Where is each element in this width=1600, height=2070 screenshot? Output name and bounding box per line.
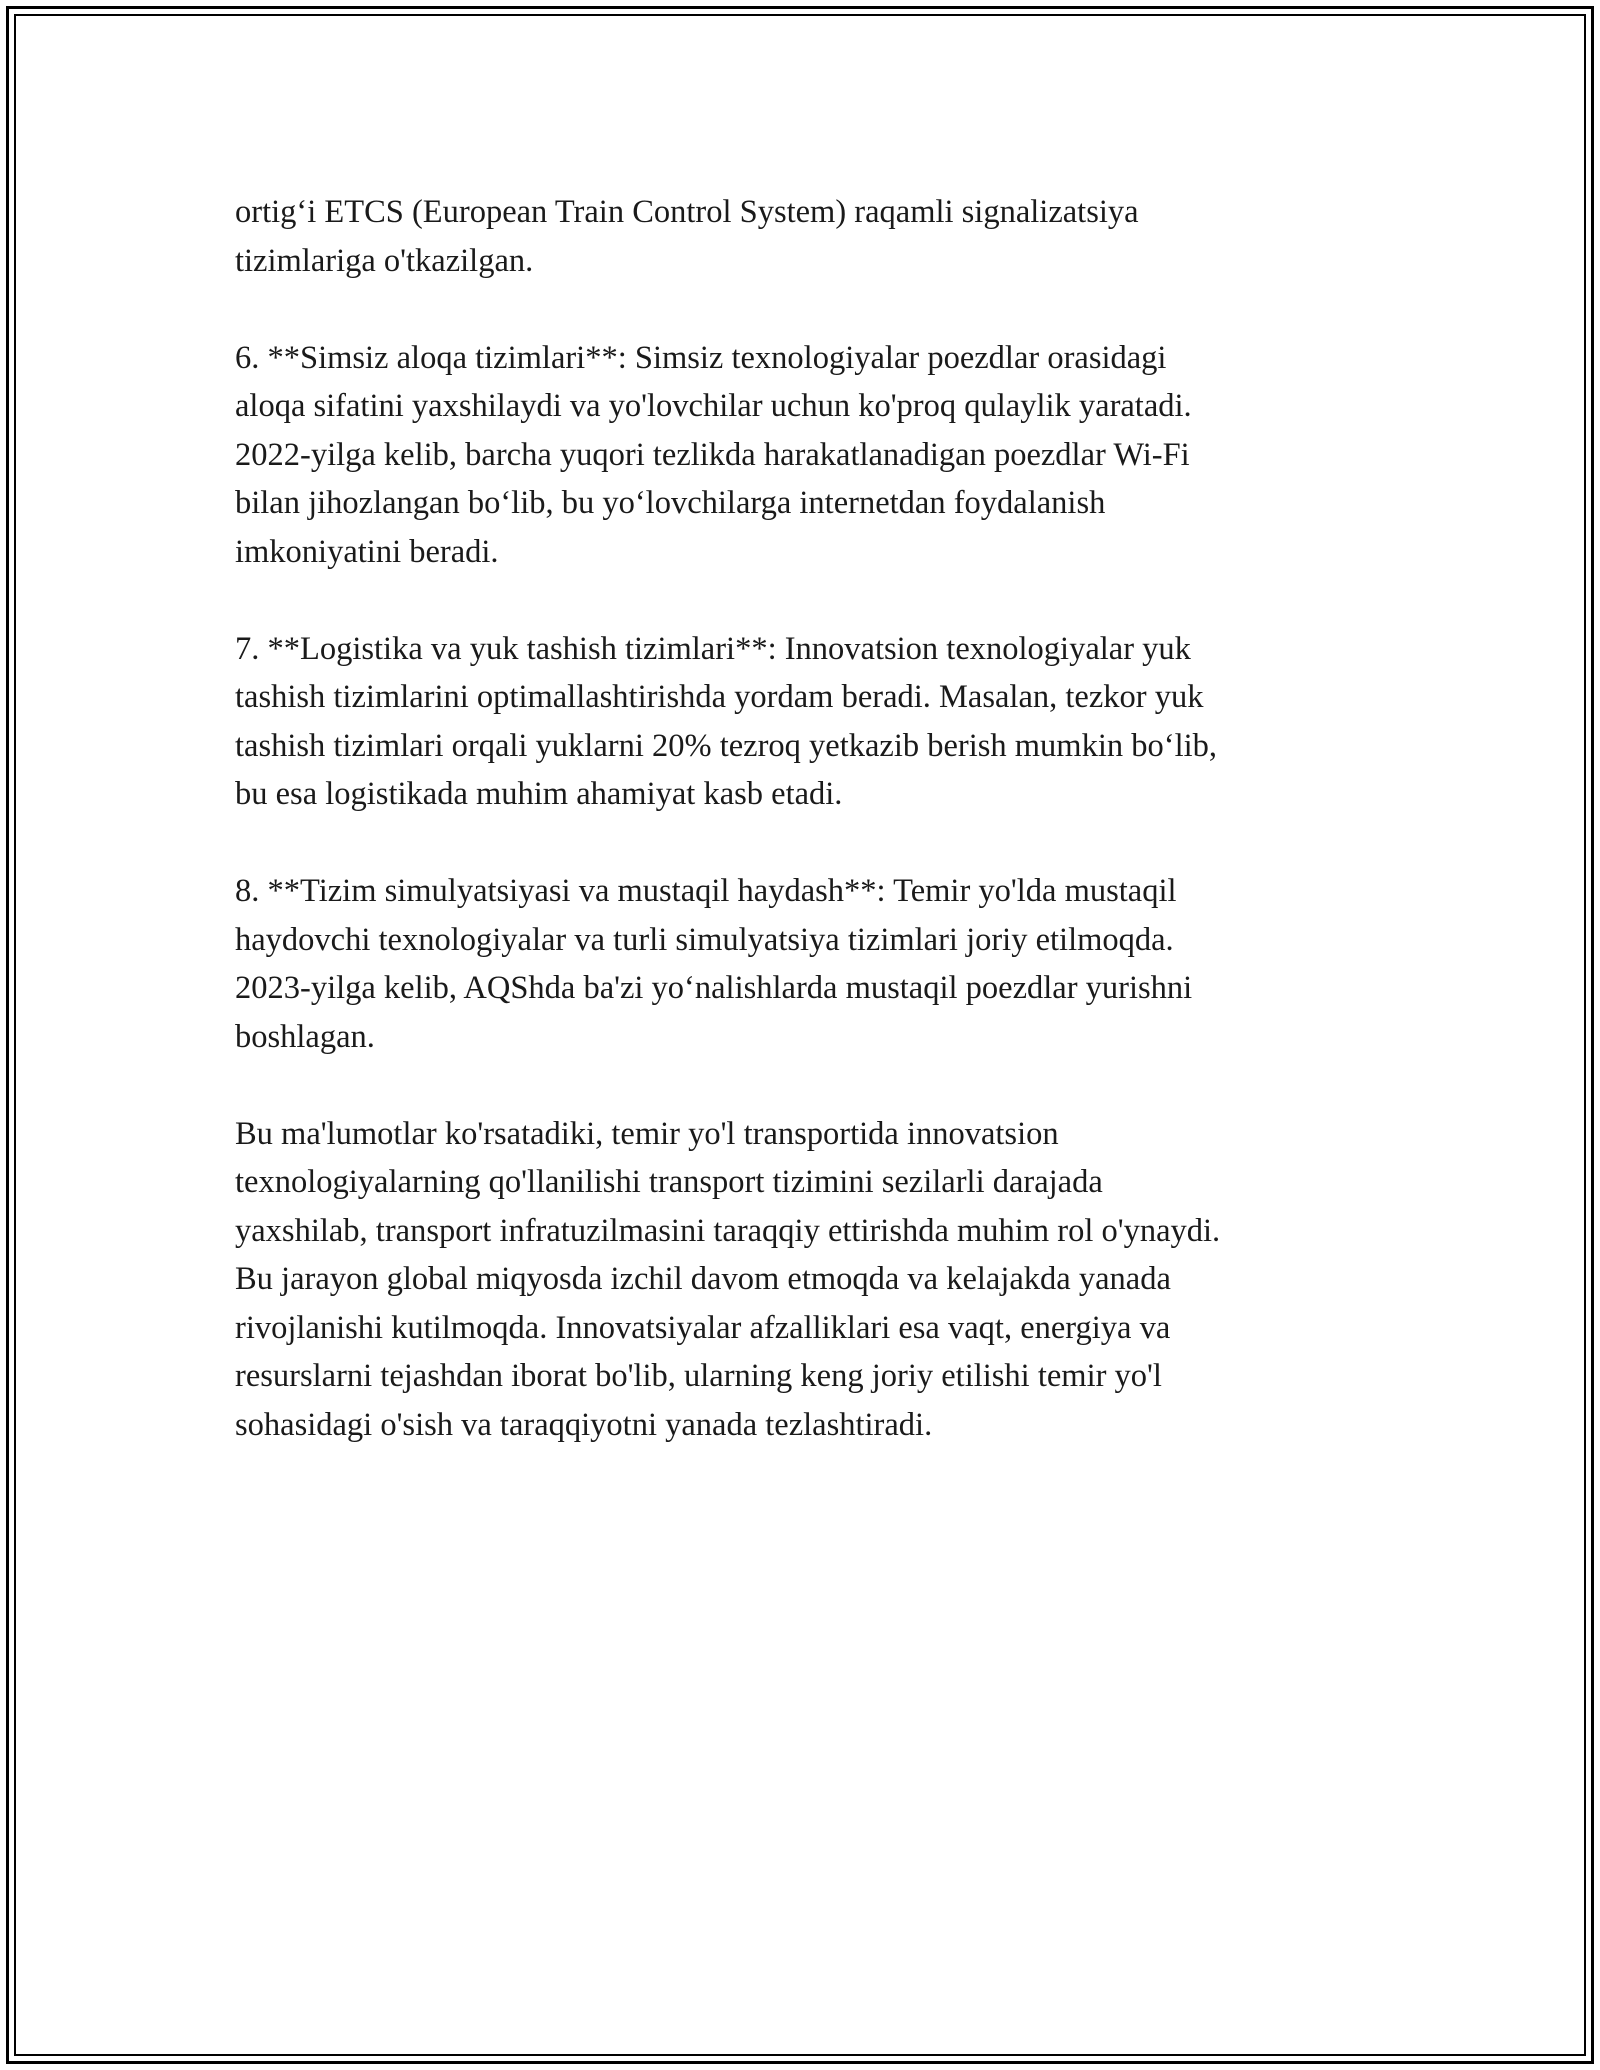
paragraph-logistics-freight: 7. **Logistika va yuk tashish tizimlari**: Innovatsion texnologiyalar yuk tashish tizimlarini optimallashtirishda yordam beradi. Masalan, tezkor yuk tashish tizimlari orqali yuklarni 20% tezroq yetkazib berish mumkin bo‘lib, bu esa logistikada muhim ahamiyat kasb etadi.: [235, 630, 1217, 812]
paragraph-wireless-communication: 6. **Simsiz aloqa tizimlari**: Simsiz texnologiyalar poezdlar orasidagi aloqa sifatini yaxshilaydi va yo'lovchilar uchun ko'proq qulaylik yaratadi. 2022-yilga kelib, barcha yuqori tezlikda harakatlanadigan poezdlar Wi-Fi bilan jihozlangan bo‘lib, bu yo‘lovchilarga internetdan foydalanish imkoniyatini beradi.: [235, 339, 1192, 570]
paragraph-conclusion: Bu ma'lumotlar ko'rsatadiki, temir yo'l transportida innovatsion texnologiyalarning qo'llanilishi transport tizimini sezilarli darajada yaxshilab, transport infratuzilmasini taraqqiy ettirishda muhim rol o'ynaydi. Bu jarayon global miqyosda izchil davom etmoqda va kelajakda yanada rivojlanishi kutilmoqda. Innovatsiyalar afzalliklari esa vaqt, energiya va resurslarni tejashdan iborat bo'lib, ularning keng joriy etilishi temir yo'l sohasidagi o'sish va taraqqiyotni yanada tezlashtiradi.: [235, 1115, 1221, 1443]
document-body: [235, 188, 1365, 1498]
paragraph-simulation-autonomous: 8. **Tizim simulyatsiyasi va mustaqil haydash**: Temir yo'lda mustaqil haydovchi texnologiyalar va turli simulyatsiya tizimlari joriy etilmoqda. 2023-yilga kelib, AQShda ba'zi yo‘nalishlarda mustaqil poezdlar yurishni boshlagan.: [235, 873, 1193, 1055]
paragraph-etcs-continuation: ortig‘i ETCS (European Train Control System) raqamli signalizatsiya tizimlariga o'tkazilgan.: [235, 194, 1139, 279]
